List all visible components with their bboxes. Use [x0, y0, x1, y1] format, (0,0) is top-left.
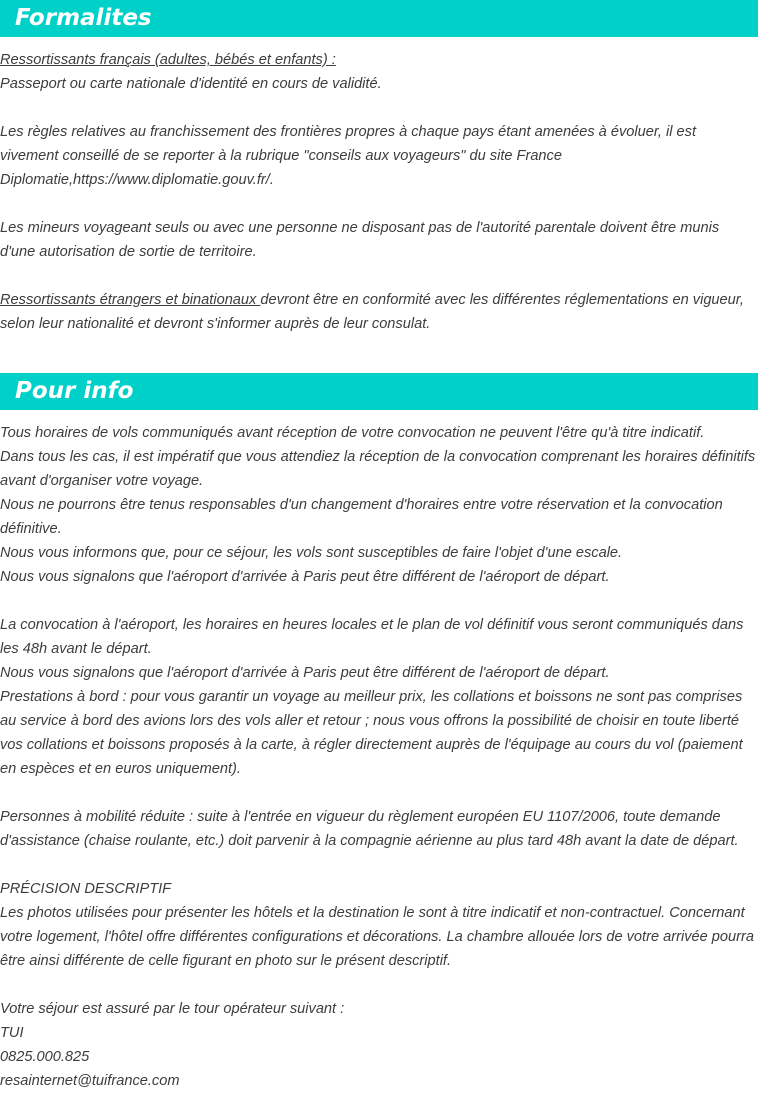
info-paragraph: La convocation à l'aéroport, les horaires en heures locales et le plan de vol définitif vous seront communiqués dans les 48h avant le départ. — [0, 617, 744, 657]
info-paragraph: Nous vous signalons que l'aéroport d'arrivée à Paris peut être différent de l'aéroport de départ. — [0, 665, 610, 681]
border-rules-text: Les règles relatives au franchissement des frontières propres à chaque pays étant amenées à évoluer, il est vivement conseillé de se reporter à la rubrique "conseils aux voyageurs" du site France Diplomatie,https://www.diplomatie.gouv.fr/. — [0, 124, 697, 188]
pour-info-header: Pour info — [0, 373, 758, 410]
formalites-content — [0, 37, 758, 336]
precision-text: Les photos utilisées pour présenter les hôtels et la destination le sont à titre indicatif et non-contractuel. Concernant votre logement, l'hôtel offre différentes configurations et décorations. La chambre allouée lors de votre arrivée pourra être ainsi différente de celle figurant en photo sur le présent descriptif. — [0, 905, 754, 969]
onboard-services-text: Prestations à bord : pour vous garantir un voyage au meilleur prix, les collations et boissons ne sont pas comprises au service à bord des avions lors des vols aller et retour ; nous vous offrons la possibilité de choisir en toute liberté vos collations et boissons proposés à la carte, à régler directement auprès de l'équipage au cours du vol (paiement en espèces et en euros uniquement). — [0, 689, 743, 777]
foreign-nationals-label: Ressortissants étrangers et binationaux — [0, 292, 261, 308]
foreign-nationals-paragraph — [0, 288, 758, 336]
info-paragraph: Nous vous informons que, pour ce séjour, les vols sont susceptibles de faire l'objet d'une escale. — [0, 545, 623, 561]
minors-text: Les mineurs voyageant seuls ou avec une personne ne disposant pas de l'autorité parentale doivent être munis d'une autorisation de sortie de territoire. — [0, 220, 720, 260]
precision-title: PRÉCISION DESCRIPTIF — [0, 881, 172, 897]
operator-name: TUI — [0, 1025, 24, 1041]
french-nationals-docs: Passeport ou carte nationale d'identité en cours de validité. — [0, 76, 382, 92]
french-nationals-label: Ressortissants français (adultes, bébés et enfants) : — [0, 52, 336, 68]
foreign-nationals-text: devront être en conformité avec les différentes réglementations en vigueur, selon leur nationalité et devront s'informer auprès de leur consulat. — [0, 292, 744, 332]
info-paragraph: Nous ne pourrons être tenus responsables d'un changement d'horaires entre votre réservation et la convocation définitive. — [0, 497, 723, 537]
reduced-mobility-text: Personnes à mobilité réduite : suite à l'entrée en vigueur du règlement européen EU 1107/2006, toute demande d'assistance (chaise roulante, etc.) doit parvenir à la compagnie aérienne au plus tard 48h avant la date de départ. — [0, 809, 739, 849]
info-paragraph: Tous horaires de vols communiqués avant réception de votre convocation ne peuvent l'être qu'à titre indicatif. — [0, 425, 705, 441]
info-paragraph: Dans tous les cas, il est impératif que vous attendiez la réception de la convocation comprenant les horaires définitifs avant d'organiser votre voyage. — [0, 449, 756, 489]
operator-phone: 0825.000.825 — [0, 1049, 90, 1065]
info-paragraph: Nous vous signalons que l'aéroport d'arrivée à Paris peut être différent de l'aéroport de départ. — [0, 569, 610, 585]
operator-email: resainternet@tuifrance.com — [0, 1073, 180, 1089]
formalites-header: Formalites — [0, 0, 758, 37]
pour-info-content — [0, 410, 758, 1093]
operator-intro: Votre séjour est assuré par le tour opérateur suivant : — [0, 1001, 345, 1017]
